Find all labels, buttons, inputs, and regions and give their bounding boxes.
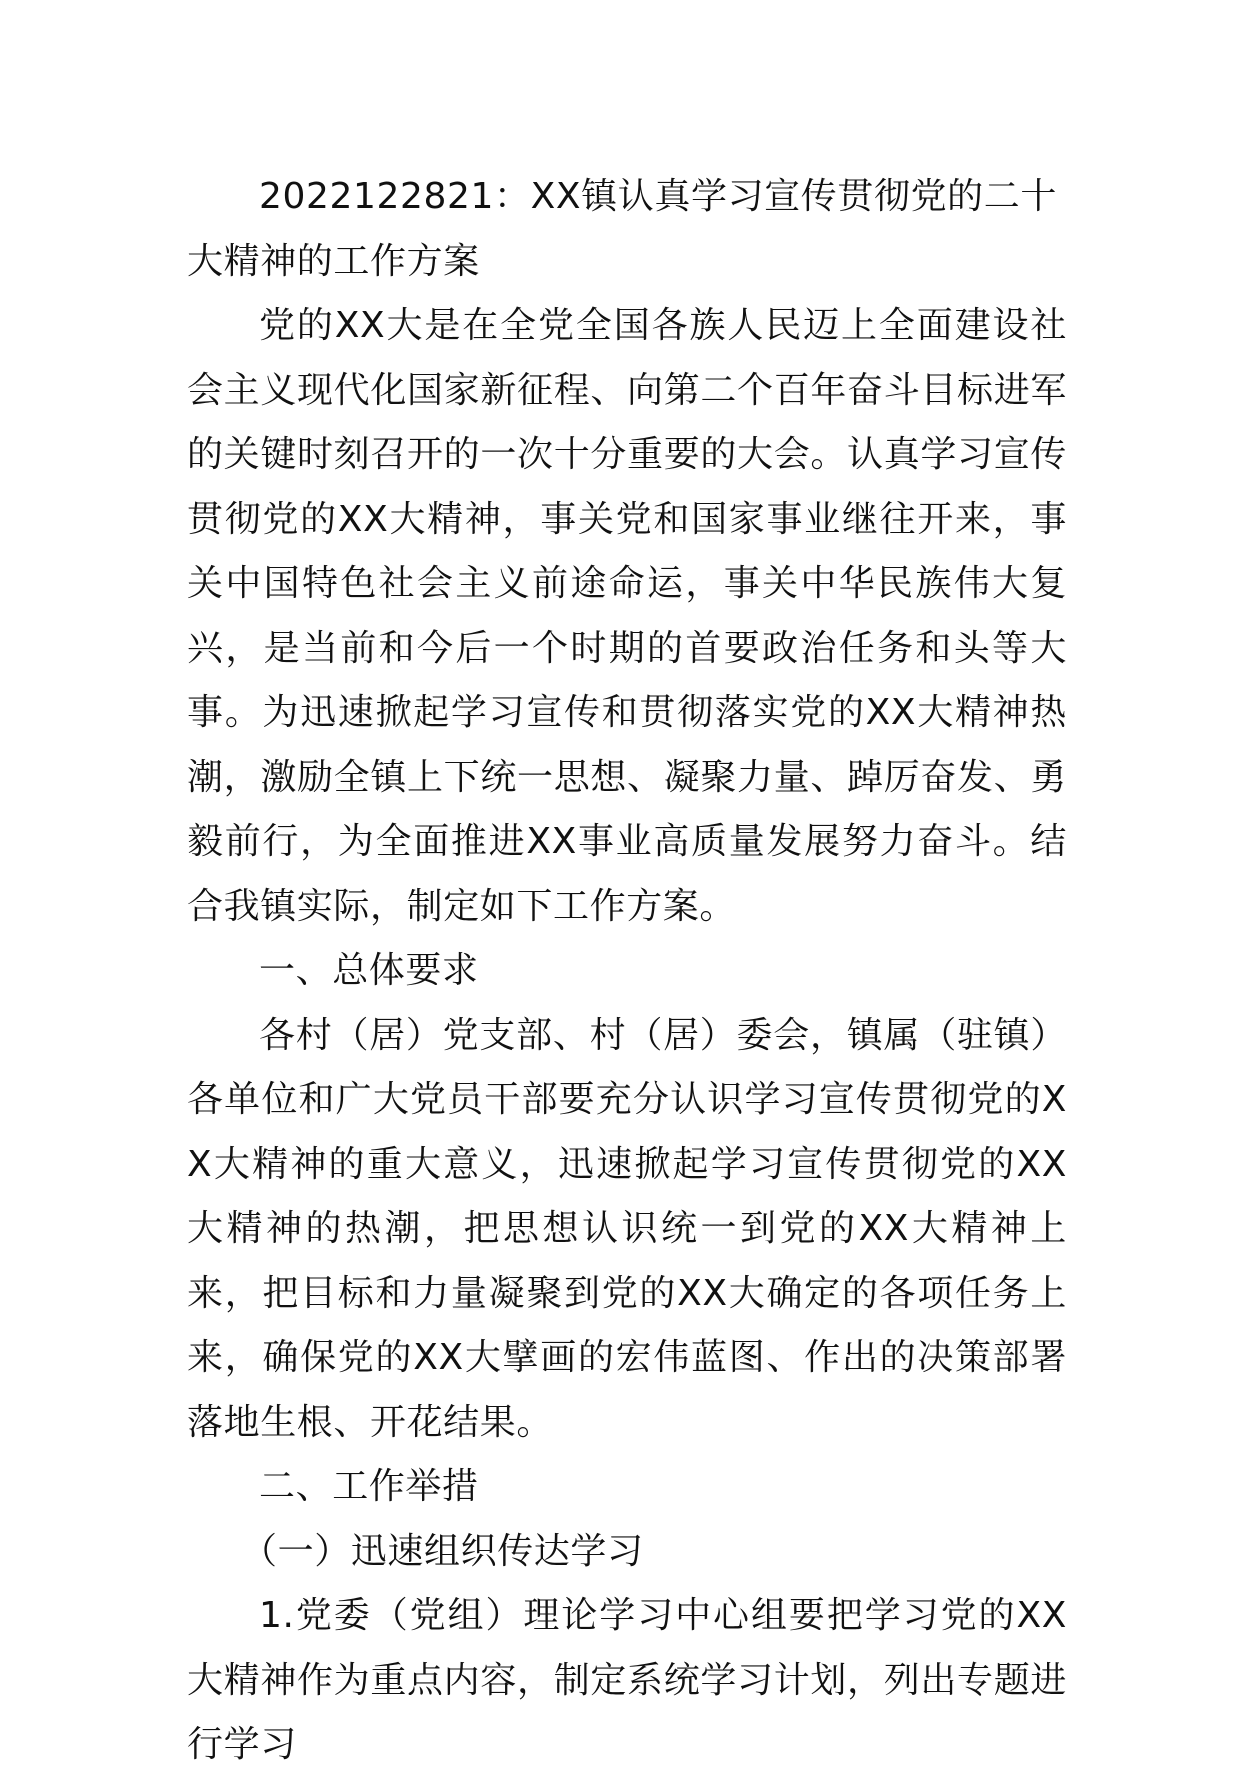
section-paragraph-general-requirements: 各村（居）党支部、村（居）委会，镇属（驻镇）各单位和广大党员干部要充分认识学习宣传贯彻党的XX大精神的重大意义，迅速掀起学习宣传贯彻党的XX大精神的热潮，把思想认识统一到党的XX大精神上来，把目标和力量凝聚到党的XX大确定的各项任务上来，确保党的XX大擘画的宏伟蓝图、作出的决策部署落地生根、开花结果。 — [187, 1014, 1067, 1443]
document-title: 2022122821：XX镇认真学习宣传贯彻党的二十大精神的工作方案 — [187, 176, 1057, 282]
document-body — [187, 165, 1067, 1778]
section-heading-general-requirements: 一、总体要求 — [259, 950, 479, 991]
list-item-1: 1.党委（党组）理论学习中心组要把学习党的XX大精神作为重点内容，制定系统学习计划，列出专题进行学习 — [187, 1595, 1067, 1765]
subsection-heading-organize-study: （一）迅速组织传达学习 — [241, 1530, 644, 1572]
intro-paragraph: 党的XX大是在全党全国各族人民迈上全面建设社会主义现代化国家新征程、向第二个百年奋斗目标进军的关键时刻召开的一次十分重要的大会。认真学习宣传贯彻党的XX大精神，事关党和国家事业继往开来，事关中国特色社会主义前途命运，事关中华民族伟大复兴，是当前和今后一个时期的首要政治任务和头等大事。为迅速掀起学习宣传和贯彻落实党的XX大精神热潮，激励全镇上下统一思想、凝聚力量、踔厉奋发、勇毅前行，为全面推进XX事业高质量发展努力奋斗。结合我镇实际，制定如下工作方案。 — [187, 305, 1067, 927]
section-heading-work-measures: 二、工作举措 — [259, 1466, 479, 1507]
